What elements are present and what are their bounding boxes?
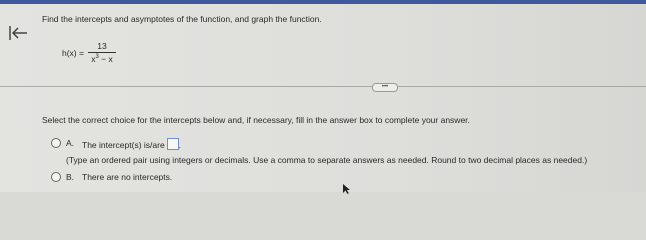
section-divider <box>0 86 646 87</box>
function-definition <box>62 41 116 64</box>
option-a-radio[interactable] <box>51 138 61 148</box>
denominator-exponent: 3 <box>95 54 99 61</box>
option-a-text <box>82 138 181 150</box>
mouse-pointer-icon <box>343 184 351 194</box>
option-b-text: There are no intercepts. <box>82 172 173 182</box>
fraction-numerator: 13 <box>97 41 107 51</box>
fraction-denominator <box>91 53 113 64</box>
instruction-text: Select the correct choice for the intercepts below and, if necessary, fill in the answer box to complete your answer. <box>42 115 470 125</box>
expand-more-button[interactable]: ••• <box>372 83 398 92</box>
function-lhs: h(x) = <box>62 47 84 58</box>
option-b-radio[interactable] <box>51 172 61 182</box>
option-b-letter: B. <box>66 172 75 182</box>
question-prompt: Find the intercepts and asymptotes of the function, and graph the function. <box>42 14 322 24</box>
function-fraction <box>88 41 116 64</box>
option-a-label: The intercept(s) is/are <box>82 140 165 150</box>
denominator-base: x <box>91 54 96 64</box>
option-a-letter: A. <box>66 138 75 148</box>
question-panel <box>0 4 646 192</box>
intercept-answer-box[interactable] <box>167 138 182 150</box>
back-button[interactable] <box>7 24 29 42</box>
option-a-suffix: . <box>178 140 182 150</box>
denominator-tail: − x <box>98 54 113 64</box>
arrow-left-to-bar-icon <box>7 24 29 42</box>
option-a-hint: (Type an ordered pair using integers or decimals. Use a comma to separate answers as needed. Round to two decimal places as needed.) <box>66 155 588 165</box>
